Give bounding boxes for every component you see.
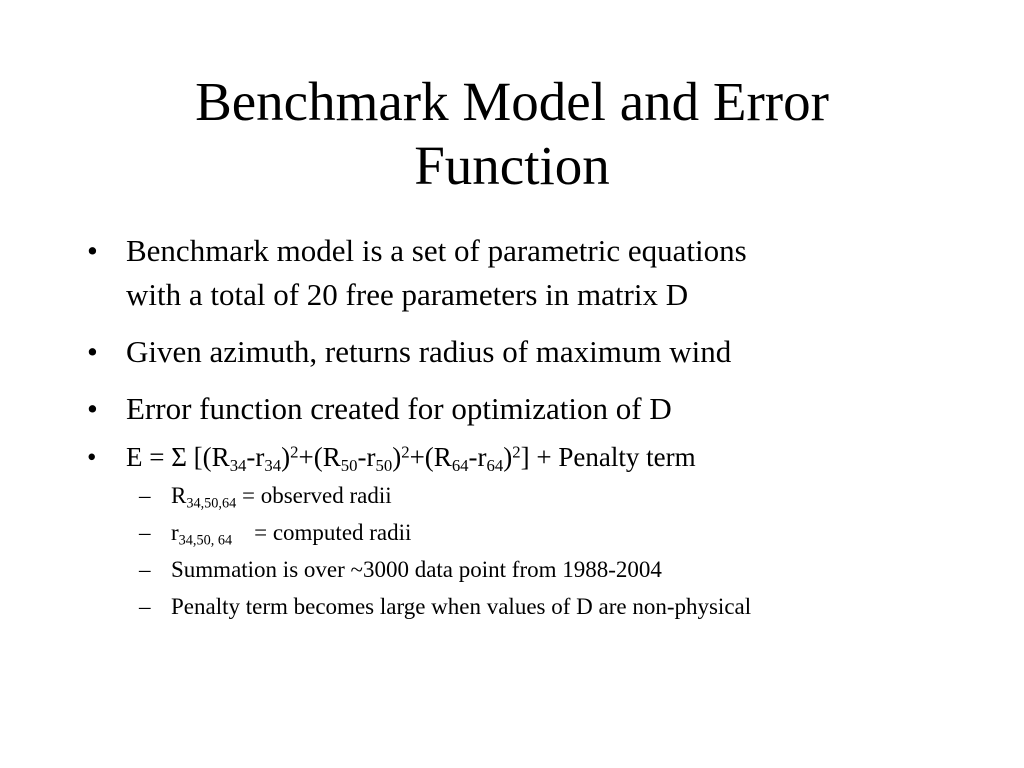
eq-subscript: 50 xyxy=(340,456,358,476)
eq-subscript: 64 xyxy=(451,456,469,476)
eq-part: +(R xyxy=(409,442,452,472)
bullet-item xyxy=(87,330,967,374)
bullet-dot: • xyxy=(87,334,98,369)
bullet-item xyxy=(87,229,967,317)
eq-part: +(R xyxy=(298,442,341,472)
bullet-text-line-1: Benchmark model is a set of parametric equations xyxy=(126,233,747,268)
slide-title xyxy=(60,70,964,198)
eq-part: ) xyxy=(392,442,402,472)
sub-item xyxy=(139,514,1019,551)
sub-item-base: R xyxy=(171,483,187,508)
sub-item-text: Penalty term becomes large when values of D are non-physical xyxy=(171,594,752,619)
bullet-text-line-2: with a total of 20 free parameters in matrix D xyxy=(126,277,689,312)
title-line-1: Benchmark Model and Error xyxy=(195,71,829,132)
sub-item xyxy=(139,588,1019,625)
eq-part: -r xyxy=(468,442,487,472)
bullet-dot: • xyxy=(87,391,98,426)
eq-superscript: 2 xyxy=(512,442,521,462)
sub-item-text: Summation is over ~3000 data point from 1988-2004 xyxy=(171,557,662,582)
sub-item-subscript: 34,50, 64 xyxy=(178,532,233,549)
title-line-2: Function xyxy=(414,135,610,196)
eq-subscript: 34 xyxy=(264,456,282,476)
eq-subscript: 50 xyxy=(375,456,393,476)
eq-part: -r xyxy=(246,442,265,472)
eq-part: -r xyxy=(357,442,376,472)
eq-part: ) xyxy=(503,442,513,472)
eq-subscript: 34 xyxy=(229,456,247,476)
eq-part: E = Σ [(R xyxy=(126,442,230,472)
eq-part: ) xyxy=(281,442,291,472)
bullet-text: Given azimuth, returns radius of maximum wind xyxy=(126,334,732,369)
bullet-text: Error function created for optimization of D xyxy=(126,391,672,426)
sub-item xyxy=(139,551,1019,588)
sub-item-text: = computed radii xyxy=(254,520,412,545)
sub-item-subscript: 34,50,64 xyxy=(186,495,237,512)
sub-item xyxy=(139,477,1019,514)
error-equation xyxy=(126,442,696,476)
sub-item-text: = observed radii xyxy=(236,483,392,508)
sub-item-base: r xyxy=(171,520,179,545)
eq-subscript: 64 xyxy=(486,456,504,476)
dash-marker: – xyxy=(139,483,151,508)
dash-marker: – xyxy=(139,594,151,619)
equation-bullet xyxy=(87,438,967,476)
bullet-list xyxy=(87,229,967,625)
dash-marker: – xyxy=(139,557,151,582)
eq-part: ] + Penalty term xyxy=(520,442,696,472)
dash-marker: – xyxy=(139,520,151,545)
eq-superscript: 2 xyxy=(401,442,410,462)
bullet-item xyxy=(87,387,967,431)
bullet-text xyxy=(126,233,747,312)
sub-bullet-list xyxy=(139,477,1019,625)
bullet-dot: • xyxy=(87,233,98,268)
eq-superscript: 2 xyxy=(290,442,299,462)
bullet-dot: • xyxy=(87,442,97,472)
